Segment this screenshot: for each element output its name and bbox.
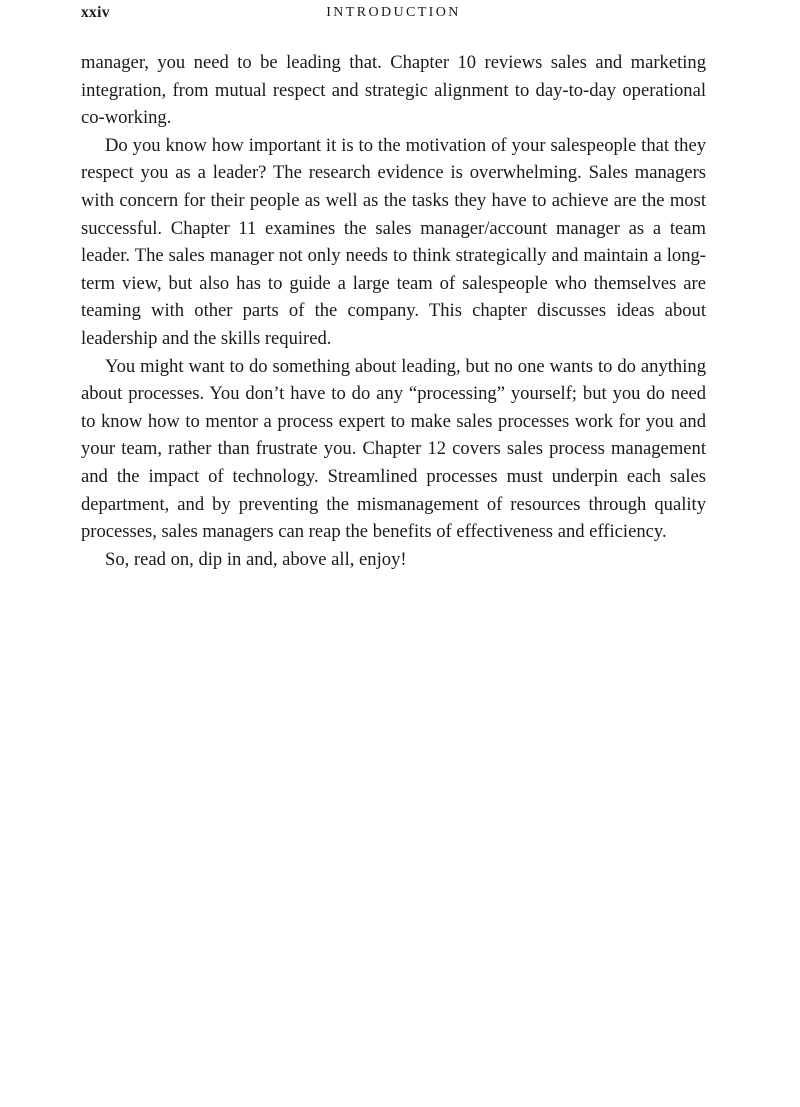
paragraph-closing: So, read on, dip in and, above all, enjoy!	[105, 548, 407, 570]
body-text	[81, 49, 706, 573]
running-header	[81, 4, 706, 30]
paragraph-processes: You might want to do something about leading, but no one wants to do anything about processes. You don’t have to do any “processing” yourself; but you do need to know how to mentor a process expert to make sales processes work for you and your team, rather than frustrate you. Chapter 12 covers sales process management and the impact of technology. Streamlined processes must underpin each sales department, and by preventing the mismanagement of resources through quality processes, sales managers can reap the benefits of effectiveness and efficiency.	[81, 355, 706, 543]
page-number: xxiv	[81, 4, 110, 21]
paragraph-leadership: Do you know how important it is to the motivation of your salespeople that they respect you as a leader? The research evidence is overwhelming. Sales managers with concern for their people as well as the tasks they have to achieve are the most successful. Chapter 11 examines the sales manager/​account manager as a team leader. The sales manager not only needs to think strategically and maintain a long-term view, but also has to guide a large team of salespeople who themselves are teaming with other parts of the company. This chapter discusses ideas about leadership and the skills required.	[81, 134, 706, 349]
chapter-title: INTRODUCTION	[326, 5, 461, 20]
paragraph-continued: manager, you need to be leading that. Chapter 10 reviews sales and marketing integration, from mutual respect and strategic alignment to day-to-day operational co-working.	[81, 52, 706, 129]
book-page	[81, 0, 706, 1107]
